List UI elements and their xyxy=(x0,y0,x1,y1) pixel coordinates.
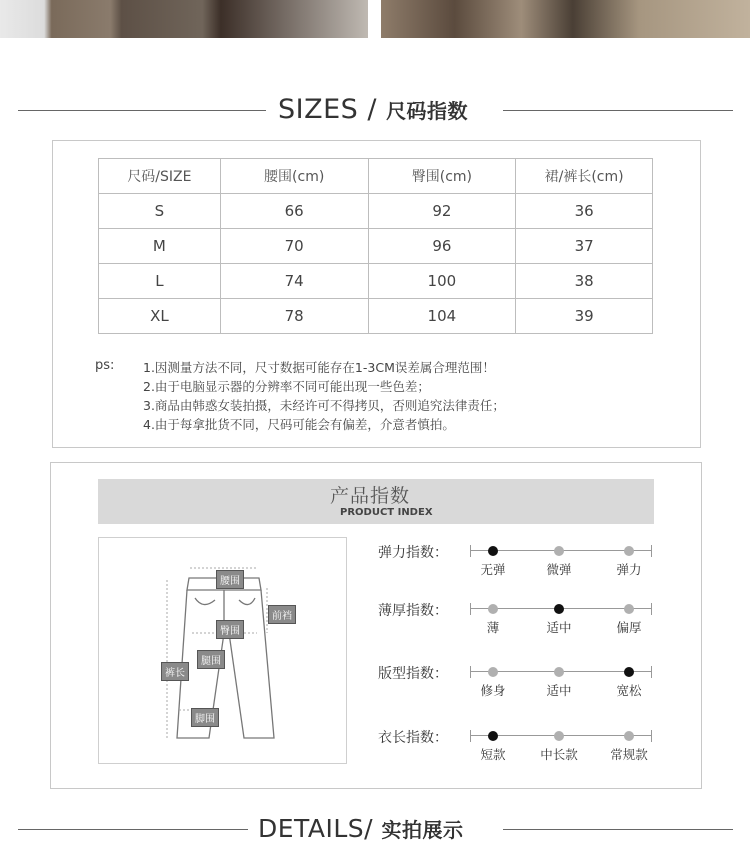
header-length: 裙/裤长(cm) xyxy=(516,159,653,194)
scale-tick xyxy=(651,545,652,557)
index-option-label: 修身 xyxy=(480,683,506,698)
sizes-rule-left xyxy=(18,110,266,111)
sizes-heading-en: SIZES xyxy=(278,94,359,125)
scale-dot-selected xyxy=(554,604,564,614)
index-label: 版型指数： xyxy=(378,666,448,682)
index-scale xyxy=(470,666,652,678)
diagram-tag-thigh: 腿围 xyxy=(197,650,225,669)
note-line: 4.由于每拿批货不同，尺码可能会有偏差，介意者慎拍。 xyxy=(143,417,455,432)
note-line: 3.商品由韩惑女装拍摄，未经许可不得拷贝，否则追究法律责任； xyxy=(143,398,505,413)
cell-waist: 70 xyxy=(220,229,368,264)
index-option-label: 薄 xyxy=(486,620,500,635)
scale-dot-selected xyxy=(488,731,498,741)
sizes-heading-cn: 尺码指数 xyxy=(386,99,469,123)
details-heading-cn: 实拍展示 xyxy=(381,818,464,842)
cell-size: M xyxy=(99,229,221,264)
index-option-label: 适中 xyxy=(546,620,572,635)
cell-length: 38 xyxy=(516,264,653,299)
scale-dot-selected xyxy=(624,667,634,677)
note-line: 1.因测量方法不同，尺寸数据可能存在1-3CM误差属合理范围！ xyxy=(143,360,495,375)
table-row xyxy=(99,299,653,334)
scale-tick xyxy=(470,666,471,678)
cell-length: 39 xyxy=(516,299,653,334)
product-index-title: 产品指数 xyxy=(330,485,411,507)
scale-tick xyxy=(651,603,652,615)
scale-tick xyxy=(470,730,471,742)
diagram-tag-hem: 脚围 xyxy=(191,708,219,727)
index-label: 弹力指数： xyxy=(378,545,448,561)
top-photo-right xyxy=(381,0,750,38)
index-option-label: 中长款 xyxy=(540,747,578,762)
header-size: 尺码/SIZE xyxy=(99,159,221,194)
sizes-rule-right xyxy=(503,110,733,111)
notes-prefix: ps: xyxy=(95,358,115,373)
scale-tick xyxy=(651,730,652,742)
index-scale xyxy=(470,603,652,615)
scale-dot xyxy=(554,667,564,677)
cell-waist: 74 xyxy=(220,264,368,299)
cell-size: XL xyxy=(99,299,221,334)
cell-hip: 92 xyxy=(368,194,516,229)
product-index-subtitle: PRODUCT INDEX xyxy=(340,507,433,518)
diagram-tag-waist: 腰围 xyxy=(216,570,244,589)
note-line: 2.由于电脑显示器的分辨率不同可能出现一些色差； xyxy=(143,379,430,394)
index-option-label: 短款 xyxy=(480,747,506,762)
index-option-label: 微弹 xyxy=(546,562,572,577)
diagram-tag-rise: 前裆 xyxy=(268,605,296,624)
sizes-heading: SIZES / 尺码指数 xyxy=(278,94,469,125)
table-row xyxy=(99,264,653,299)
scale-dot xyxy=(624,604,634,614)
index-label: 薄厚指数： xyxy=(378,603,448,619)
cell-length: 36 xyxy=(516,194,653,229)
table-row xyxy=(99,194,653,229)
index-scale xyxy=(470,730,652,742)
size-table xyxy=(98,158,653,334)
cell-size: S xyxy=(99,194,221,229)
scale-dot xyxy=(554,731,564,741)
size-table-header xyxy=(99,159,653,194)
cell-hip: 96 xyxy=(368,229,516,264)
header-hip: 臀围(cm) xyxy=(368,159,516,194)
index-option-label: 弹力 xyxy=(616,562,642,577)
index-option-label: 宽松 xyxy=(616,683,642,698)
scale-dot xyxy=(488,604,498,614)
cell-length: 37 xyxy=(516,229,653,264)
cell-hip: 104 xyxy=(368,299,516,334)
scale-dot-selected xyxy=(488,546,498,556)
details-heading-en: DETAILS/ xyxy=(258,814,374,843)
index-label: 衣长指数： xyxy=(378,730,448,746)
index-option-label: 常规款 xyxy=(610,747,648,762)
cell-size: L xyxy=(99,264,221,299)
index-option-label: 偏厚 xyxy=(616,620,642,635)
index-option-label: 适中 xyxy=(546,683,572,698)
index-option-label: 无弹 xyxy=(480,562,506,577)
header-waist: 腰围(cm) xyxy=(220,159,368,194)
scale-dot xyxy=(624,546,634,556)
scale-dot xyxy=(554,546,564,556)
scale-dot xyxy=(488,667,498,677)
scale-tick xyxy=(470,603,471,615)
cell-waist: 78 xyxy=(220,299,368,334)
diagram-tag-hip: 臀围 xyxy=(216,620,244,639)
diagram-tag-length: 裤长 xyxy=(161,662,189,681)
index-scale xyxy=(470,545,652,557)
cell-hip: 100 xyxy=(368,264,516,299)
details-rule-right xyxy=(503,829,733,830)
table-row xyxy=(99,229,653,264)
top-photo-left xyxy=(0,0,368,38)
scale-tick xyxy=(470,545,471,557)
scale-dot xyxy=(624,731,634,741)
details-heading xyxy=(258,814,464,843)
cell-waist: 66 xyxy=(220,194,368,229)
details-rule-left xyxy=(18,829,248,830)
scale-tick xyxy=(651,666,652,678)
